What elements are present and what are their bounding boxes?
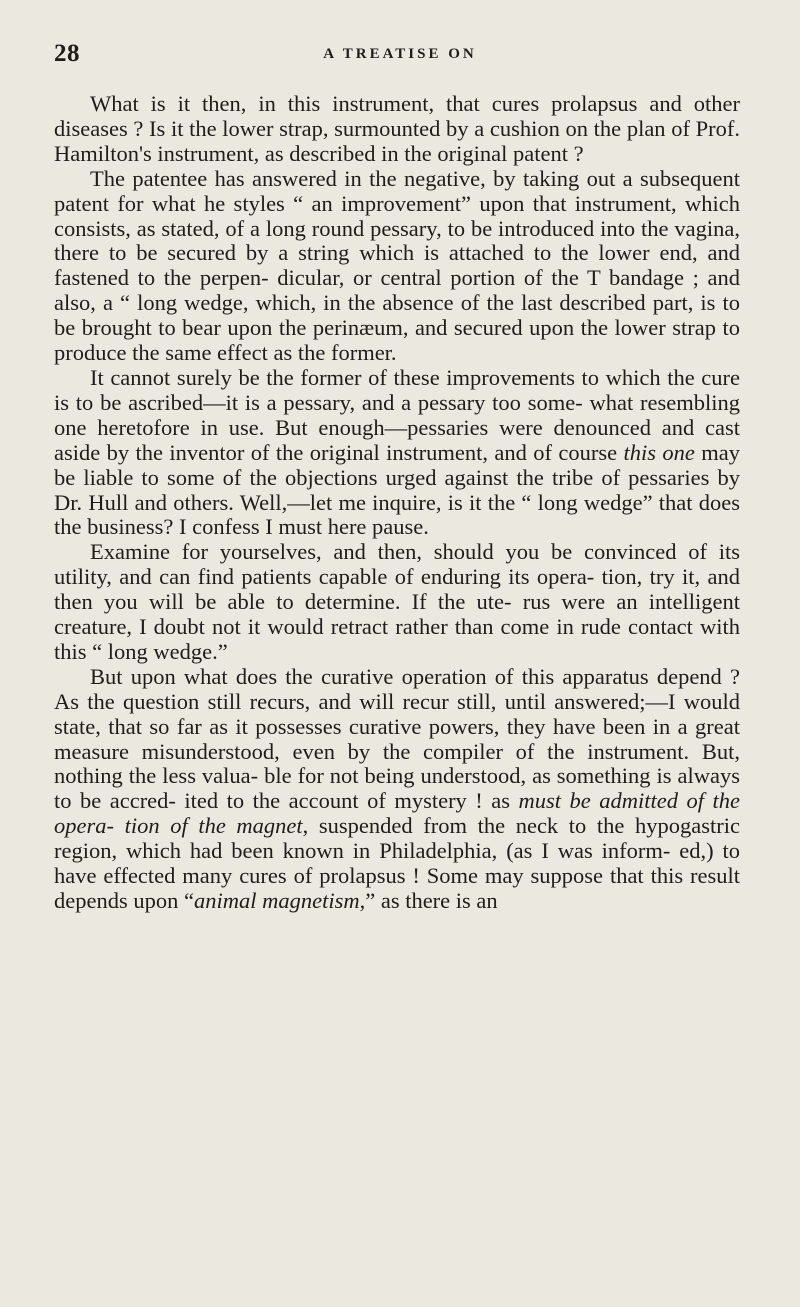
paragraph [54, 665, 740, 914]
running-head [52, 40, 748, 84]
text-run: The patentee has answered in the negative, by taking out a subsequent patent for what he styles “ an improvement” upon that instrument, which consists, as stated, of a long round pessary, to be introduced into the vagina, there to be secured by a string which is attached to the lower end, and fastened to the perpen- dicular, or central portion of the T bandage ; and also, a “ long wedge, which, in the absence of the last described part, is to be brought to bear upon the perinæum, and secured upon the lower strap to produce the same effect as the former. [54, 165, 740, 366]
text-run: It cannot surely be the former of these improvements to which the cure is to be ascribed—it is a pessary, and a pessary too some- what resembling one heretofore in use. But enough—pessaries were denounced and cast aside by the inventor of the original instrument, and of course [54, 364, 740, 465]
text-run: may be liable to some of the objections urged against the tribe of pessaries by Dr. Hull and others. Well,—let me inquire, is it the “ long wedge” that does the business? I confess I must here pause. [54, 439, 740, 540]
text-run: But upon what does the curative operation of this apparatus depend ? As the question still recurs, and will recur still, until answered;—I would state, that so far as it possesses curative powers, they have been in a great measure misunderstood, even by the compiler of the instrument. But, nothing the less valua- ble for not being understood, as something is always to be accred- ited to the account of mystery ! as [54, 663, 740, 814]
body-text [54, 92, 740, 914]
paragraph [54, 167, 740, 366]
paragraph [54, 92, 740, 167]
italic-text-run: must be admitted of the opera- tion of the magnet [54, 788, 740, 839]
paragraph [54, 366, 740, 540]
text-run: Examine for yourselves, and then, should you be convinced of its utility, and can find patients capable of enduring its opera- tion, try it, and then you will be able to determine. If the ute- rus were an intelligent creature, I doubt not it would retract rather than come in rude contact with this “ long wedge.” [54, 539, 740, 664]
text-run: , suspended from the neck to the hypogastric region, which had been known in Philadelphia, (as I was inform- ed,) to have effected many cures of prolapsus ! Some may suppose that this result depends upon “ [54, 813, 740, 913]
paragraph [54, 540, 740, 665]
running-title: A TREATISE ON [323, 46, 477, 62]
text-run: ,” as there is an [359, 888, 498, 913]
text-run: What is it then, in this instrument, that cures prolapsus and other diseases ? Is it the lower strap, surmounted by a cushion on the plan of Prof. Hamilton's instrument, as described in the original patent ? [54, 91, 740, 166]
italic-text-run: this one [623, 439, 695, 465]
italic-text-run: animal magnetism [193, 888, 360, 913]
page-number: 28 [54, 40, 80, 67]
